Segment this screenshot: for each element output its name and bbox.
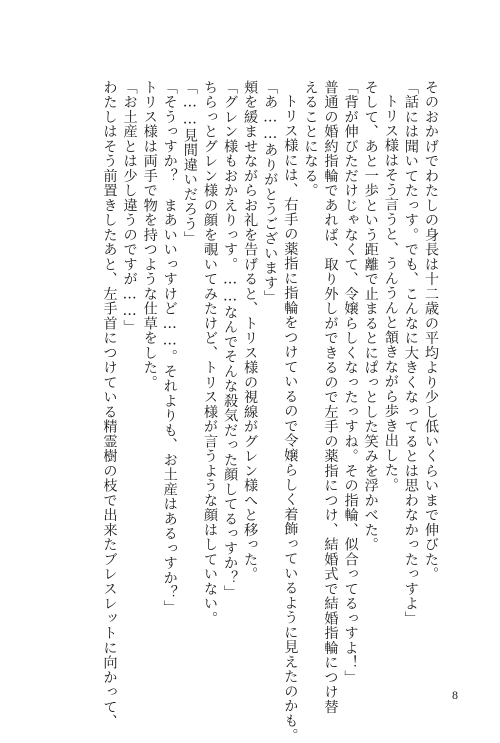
text-line: 頬を緩ませながらお礼を告げると、トリス様の視線がグレン様へと移った。 <box>242 80 259 582</box>
text-line: トリス様はそう言うと、うんうんと頷きながら歩き出した。 <box>382 94 399 493</box>
text-line: そして、あと一歩という距離で止まるとにぱっとした笑みを浮かべた。 <box>362 80 379 552</box>
text-line: 「お土産とは少し違うのですが……」 <box>121 80 138 335</box>
text-line: トリス様は両手で物を持つような仕草をした。 <box>141 80 158 390</box>
text-line: 「背が伸びただけじゃなくて、令嬢らしくなったっすね。その指輪、似合ってるっすよ！」 <box>342 80 359 685</box>
text-line: 「あ……ありがとうございます」 <box>262 80 279 305</box>
text-line: トリス様には、右手の薬指に指輪をつけているので令嬢らしく着飾っているように見えたのかも。 <box>282 94 299 743</box>
text-line: えることになる。 <box>302 80 319 198</box>
text-line: 「グレン様もおかえりっす。……なんでそんな殺気だった顔してるっすか？」 <box>222 80 239 600</box>
text-line: 「そうっすか？ まあいいっすけど……。それよりも、お土産はあるっすか？」 <box>161 80 178 615</box>
text-line: そのおかげでわたしの身長は十二歳の平均より少し低いくらいまで伸びた。 <box>423 80 439 582</box>
page-number: 8 <box>452 688 458 702</box>
text-line: 「……見間違いだろう」 <box>181 80 198 246</box>
text-line: 普通の婚約指輪であれば、取り外しができるので左手の薬指につけ、結婚式で結婚指輪につけ替 <box>322 80 339 715</box>
text-line: 「話には聞いてたっす。でも、こんなに大きくなってるとは思わなかったっすよ」 <box>402 80 419 626</box>
vertical-text-body <box>96 80 439 743</box>
text-line: わたしはそう前置きしたあと、左手首につけている精霊樹の枝で出来たブレスレットに向かって、 <box>101 80 118 729</box>
text-line: ちらっとグレン様の顔を覗いてみたけど、トリス様が言うような顔はしていない。 <box>201 80 218 626</box>
